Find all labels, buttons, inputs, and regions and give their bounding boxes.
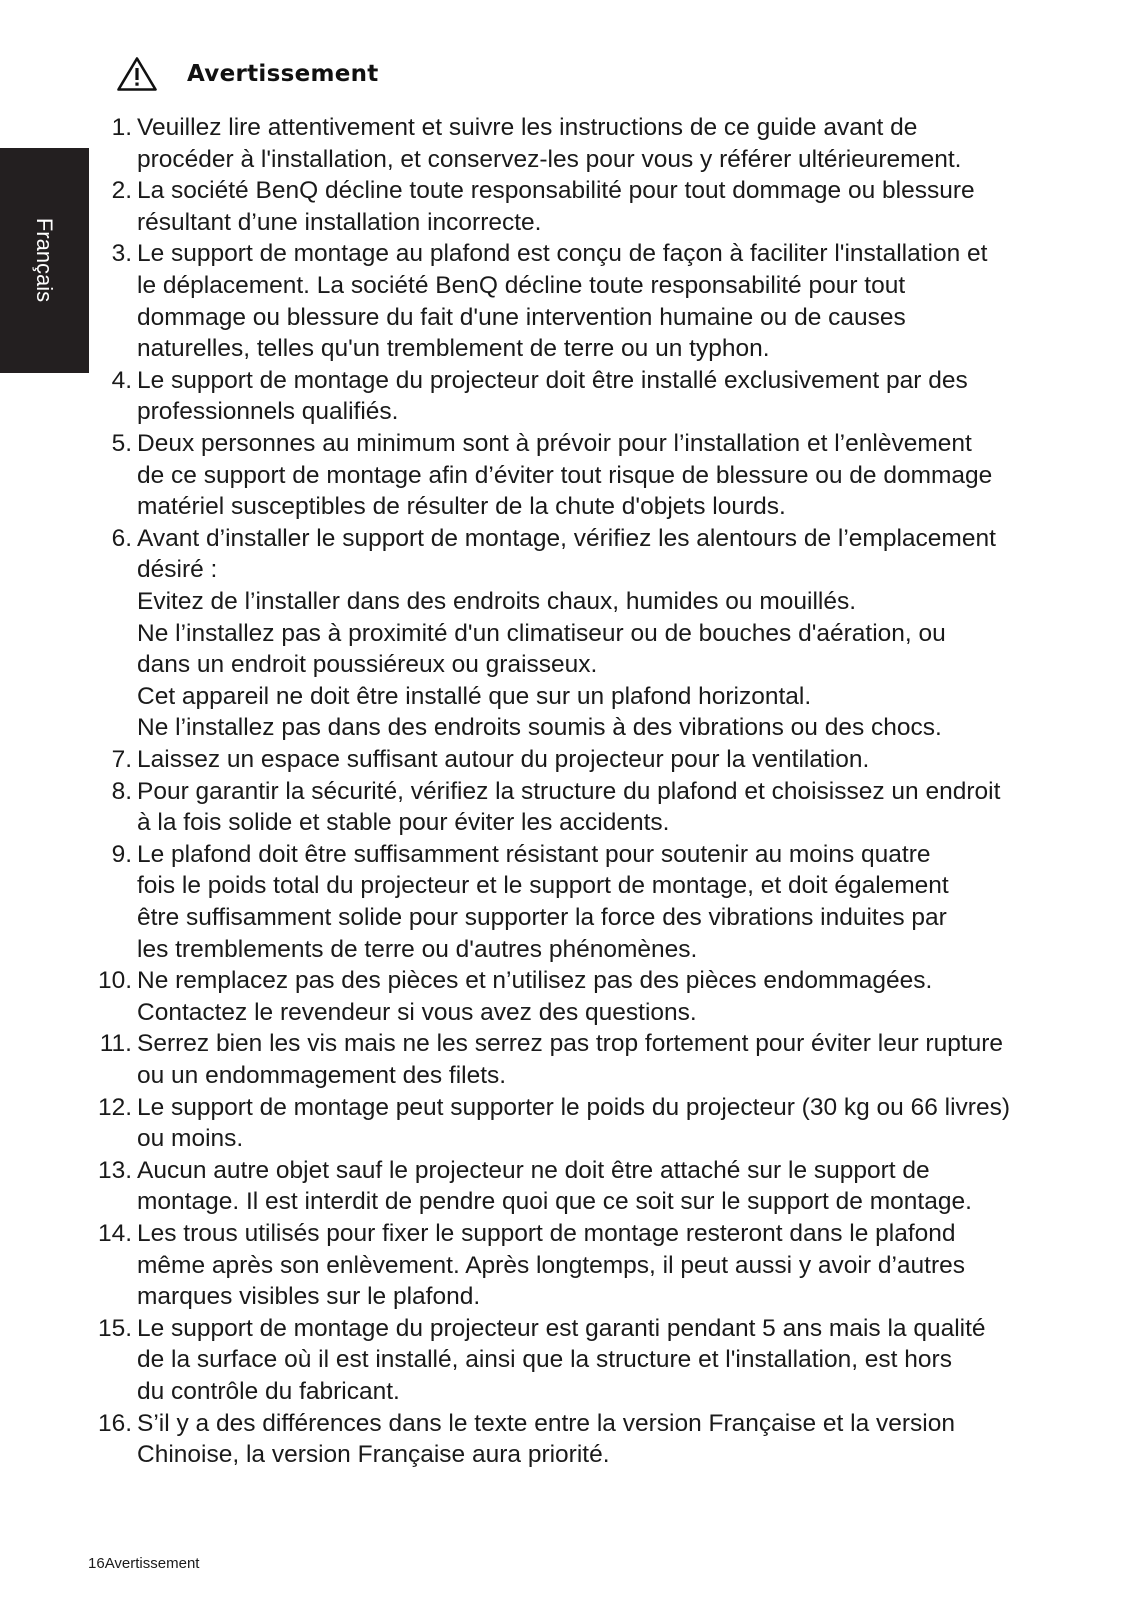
item-number: 4. [111,366,132,394]
item-text-line: Veuillez lire attentivement et suivre les instructions de ce guide avant de [137,114,918,141]
item-text-line: fois le poids total du projecteur et le support de montage, et doit également [137,872,949,900]
item-number: 16. [97,1409,132,1437]
item-text-line: Le support de montage du projecteur doit être installé exclusivement par des [137,366,968,394]
item-text-line: même après son enlèvement. Après longtemps, il peut aussi y avoir d’autres [137,1251,965,1279]
item-text-line: procéder à l'installation, et conservez-les pour vous y référer ultérieurement. [137,145,962,173]
item-text-line: être suffisamment solide pour supporter la force des vibrations induites par [137,904,947,931]
item-text-line: le déplacement. La société BenQ décline toute responsabilité pour tout [137,272,906,299]
item-text-line: Avant d’installer le support de montage, vérifiez les alentours de l’emplacement [137,524,996,552]
language-tab-label: Français [32,217,57,303]
item-text-line: de ce support de montage afin d’éviter tout risque de blessure ou de dommage [137,461,993,489]
item-number: 5. [111,430,132,457]
item-number: 8. [111,777,132,805]
item-text-line: Les trous utilisés pour fixer le support de montage resteront dans le plafond [137,1220,956,1247]
item-text-line: Le support de montage au plafond est conçu de façon à faciliter l'installation et [137,240,988,268]
item-text-line: Ne l’installez pas dans des endroits soumis à des vibrations ou des chocs. [137,714,942,742]
language-tab [0,148,89,373]
item-number: 10. [97,967,132,995]
item-text-line: matériel susceptibles de résulter de la chute d'objets lourds. [137,493,786,521]
warning-triangle-icon [116,56,158,92]
item-text-line: désiré : [137,556,218,584]
item-text-line: naturelles, telles qu'un tremblement de terre ou un typhon. [137,335,770,363]
item-number: 12. [97,1093,132,1121]
item-text-line: Laissez un espace suffisant autour du projecteur pour la ventilation. [137,746,870,773]
item-text-line: Le support de montage peut supporter le poids du projecteur (30 kg ou 66 livres) [137,1093,1011,1121]
item-text-line: Contactez le revendeur si vous avez des questions. [137,998,697,1026]
item-text-line: Serrez bien les vis mais ne les serrez pas trop fortement pour éviter leur rupture [137,1030,1004,1058]
item-text-line: Ne remplacez pas des pièces et n’utilisez pas des pièces endommagées. [137,967,933,995]
item-number: 14. [97,1220,132,1247]
item-text-line: montage. Il est interdit de pendre quoi que ce soit sur le support de montage. [137,1188,972,1216]
item-text-line: Ne l’installez pas à proximité d'un climatiseur ou de bouches d'aération, ou [137,619,946,647]
item-text-line: de la surface où il est installé, ainsi que la structure et l'installation, est hors [137,1346,952,1374]
item-text-line: Cet appareil ne doit être installé que sur un plafond horizontal. [137,682,812,710]
item-text-line: ou un endommagement des filets. [137,1062,507,1089]
item-number: 11. [99,1030,132,1058]
item-text-line: Aucun autre objet sauf le projecteur ne doit être attaché sur le support de [137,1156,930,1184]
item-number: 1. [111,114,132,141]
page-number: 16 [88,1555,105,1572]
item-text-line: à la fois solide et stable pour éviter les accidents. [137,809,670,837]
page-footer [88,1555,199,1572]
footer-section-name: Avertissement [104,1555,200,1572]
item-text-line: ou moins. [137,1125,244,1153]
section-title: Avertissement [187,61,379,87]
item-number: 13. [97,1156,132,1184]
item-text-line: dans un endroit poussiéreux ou graisseux. [137,651,598,679]
item-text-line: La société BenQ décline toute responsabilité pour tout dommage ou blessure [137,177,975,205]
item-number: 15. [97,1314,132,1342]
item-text-line: Le support de montage du projecteur est garanti pendant 5 ans mais la qualité [137,1314,986,1342]
item-text-line: les tremblements de terre ou d'autres phénomènes. [137,935,698,963]
item-text-line: marques visibles sur le plafond. [137,1283,481,1311]
item-text-line: Le plafond doit être suffisamment résistant pour soutenir au moins quatre [137,840,931,868]
item-number: 7. [111,746,132,773]
item-text-line: du contrôle du fabricant. [137,1378,400,1405]
item-text-line: Pour garantir la sécurité, vérifiez la structure du plafond et choisissez un endroit [137,777,1001,805]
item-text-line: Deux personnes au minimum sont à prévoir pour l’installation et l’enlèvement [137,430,972,457]
item-text-line: Evitez de l’installer dans des endroits chaux, humides ou mouillés. [137,588,857,615]
item-number: 6. [111,524,132,552]
item-text-line: professionnels qualifiés. [137,398,399,426]
item-text-line: Chinoise, la version Française aura priorité. [137,1441,610,1469]
item-text-line: résultant d’une installation incorrecte. [137,208,542,236]
item-number: 2. [111,177,132,205]
item-text-line: dommage ou blessure du fait d'une intervention humaine ou de causes [137,303,906,331]
item-number: 3. [111,240,132,268]
section-heading [116,52,379,96]
item-text-line: S’il y a des différences dans le texte entre la version Française et la version [137,1409,955,1437]
item-number: 9. [111,840,132,868]
